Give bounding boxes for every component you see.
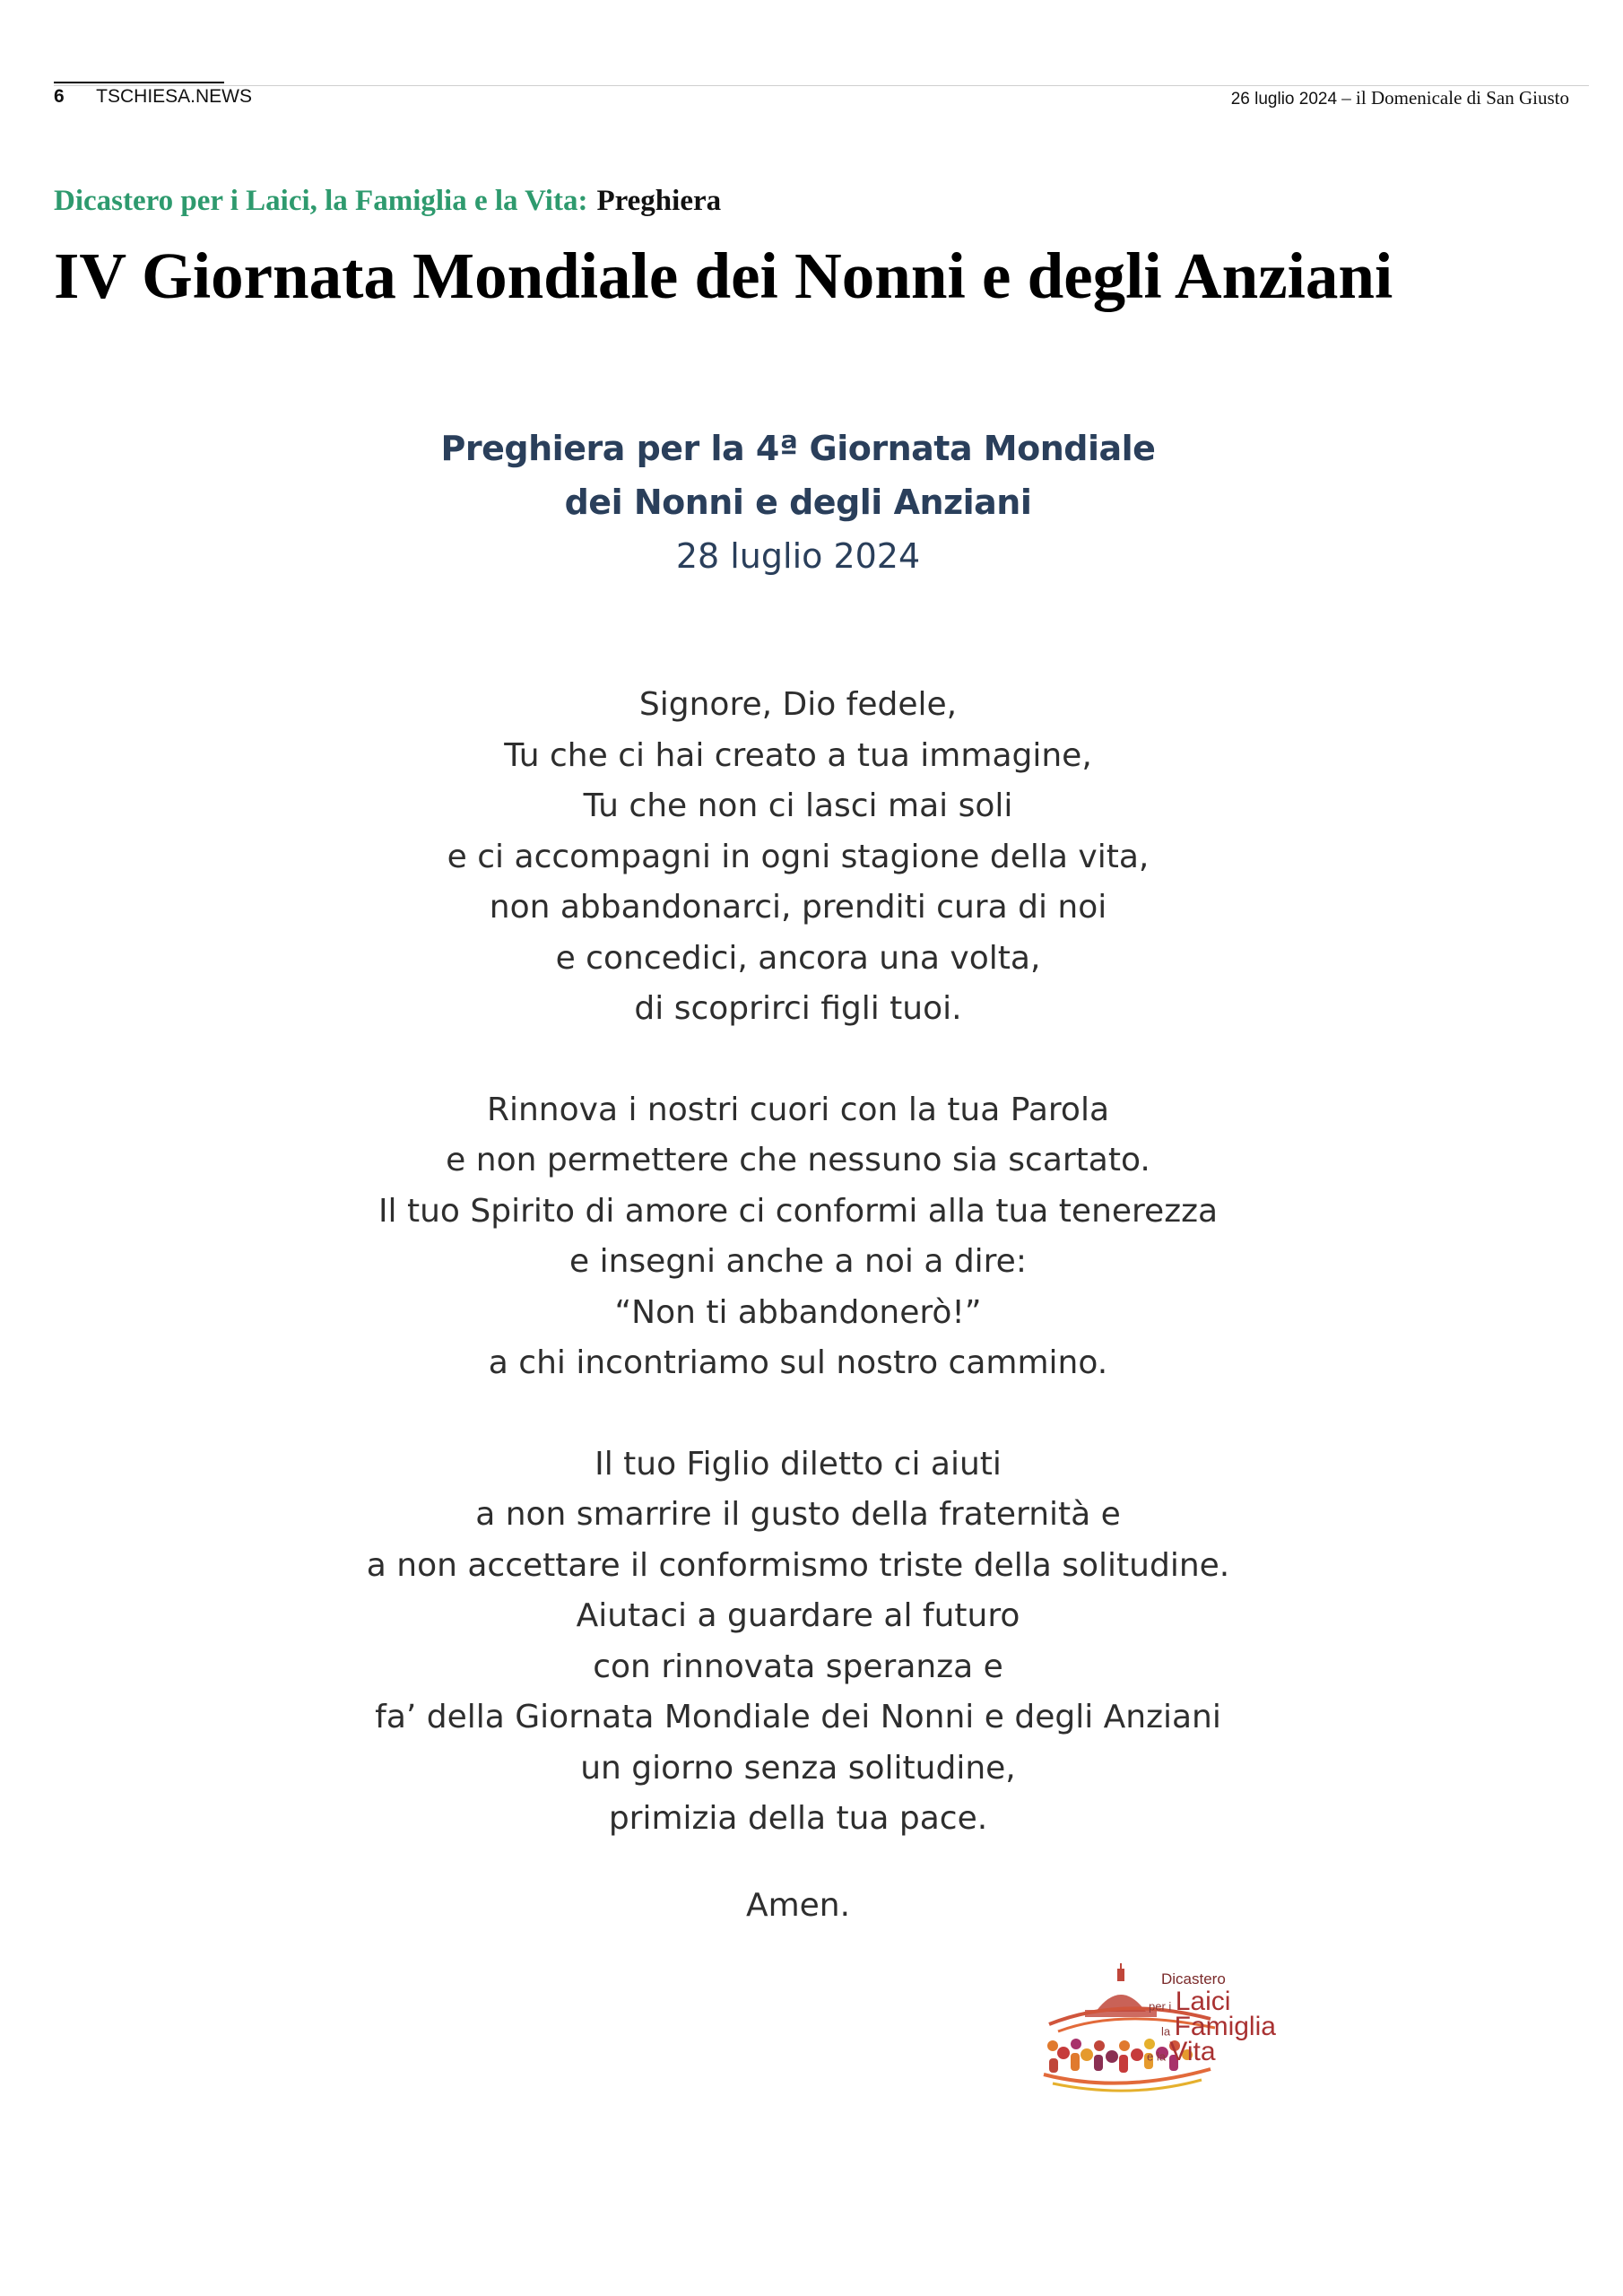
logo-la: la: [1161, 2024, 1171, 2039]
prayer-line: di scoprirci figli tuoi.: [634, 990, 962, 1027]
prayer-line: Il tuo Spirito di amore ci conformi alla tua tenerezza: [378, 1192, 1219, 1230]
prayer-stanza-2: [0, 1085, 1596, 1389]
prayer-title-line-1: Preghiera per la 4ª Giornata Mondiale: [440, 429, 1156, 468]
prayer-line: Aiutaci a guardare al futuro: [576, 1597, 1020, 1634]
logo-vita: Vita: [1169, 2037, 1216, 2066]
article-kicker: [54, 185, 721, 218]
prayer-line: e ci accompagni in ogni stagione della vita,: [447, 838, 1150, 875]
issue-date: 26 luglio 2024: [1230, 90, 1338, 109]
header-right: [1231, 87, 1569, 109]
prayer-line: Tu che ci hai creato a tua immagine,: [504, 736, 1092, 774]
article-source: Dicastero per i Laici, la Famiglia e la Vita:: [54, 185, 588, 217]
prayer-stanza-3: [0, 1439, 1596, 1845]
prayer-line: non abbandonarci, prenditi cura di noi: [489, 889, 1107, 926]
logo-famiglia: Famiglia: [1174, 2012, 1276, 2041]
prayer-line: primizia della tua pace.: [608, 1800, 988, 1837]
logo-e-la: e la: [1147, 2049, 1166, 2064]
prayer-line: con rinnovata speranza e: [593, 1648, 1003, 1685]
prayer-date: 28 luglio 2024: [675, 536, 921, 576]
page-number: 6: [54, 86, 65, 107]
prayer-line: e concedici, ancora una volta,: [555, 939, 1041, 977]
logo-line-dicastero: Dicastero: [1161, 1970, 1226, 1987]
article-headline: IV Giornata Mondiale dei Nonni e degli Anziani: [54, 239, 1393, 312]
prayer-line: e non permettere che nessuno sia scartato.: [446, 1142, 1150, 1178]
prayer-closing: Amen.: [745, 1887, 851, 1924]
header-rule-accent: [54, 82, 224, 83]
prayer-line: fa’ della Giornata Mondiale dei Nonni e degli Anziani: [375, 1699, 1221, 1735]
logo-line-vita: [1147, 2039, 1262, 2066]
publication-name: il Domenicale di San Giusto: [1356, 87, 1569, 109]
prayer-line: Il tuo Figlio diletto ci aiuti: [595, 1445, 1002, 1483]
prayer-text: [0, 680, 1596, 1895]
logo-laici: Laici: [1175, 1987, 1231, 2016]
prayer-stanza-1: [0, 680, 1596, 1035]
site-name: TSCHIESA.NEWS: [96, 86, 253, 107]
header-left: [54, 86, 252, 108]
article-section: Preghiera: [596, 185, 722, 217]
prayer-line: un giorno senza solitudine,: [580, 1749, 1016, 1787]
prayer-line: Signore, Dio fedele,: [638, 686, 958, 723]
prayer-line: “Non ti abbandonerò!”: [614, 1293, 982, 1331]
header-rule: [54, 85, 1589, 86]
prayer-line: a non accettare il conformismo triste della solitudine.: [366, 1546, 1230, 1584]
prayer-line: e insegni anche a noi a dire:: [569, 1243, 1027, 1280]
prayer-line: a chi incontriamo sul nostro cammino.: [488, 1344, 1108, 1381]
logo-per-i: per i: [1149, 1999, 1172, 2013]
dicastero-logo-text: [1147, 1970, 1276, 2067]
prayer-line: Rinnova i nostri cuori con la tua Parola: [486, 1091, 1110, 1128]
header-separator: –: [1341, 87, 1351, 109]
prayer-line: a non smarrire il gusto della fraternità e: [475, 1496, 1121, 1533]
prayer-title-line-2: dei Nonni e degli Anziani: [564, 483, 1032, 522]
prayer-line: Tu che non ci lasci mai soli: [583, 787, 1013, 824]
prayer-title-block: [0, 422, 1596, 583]
